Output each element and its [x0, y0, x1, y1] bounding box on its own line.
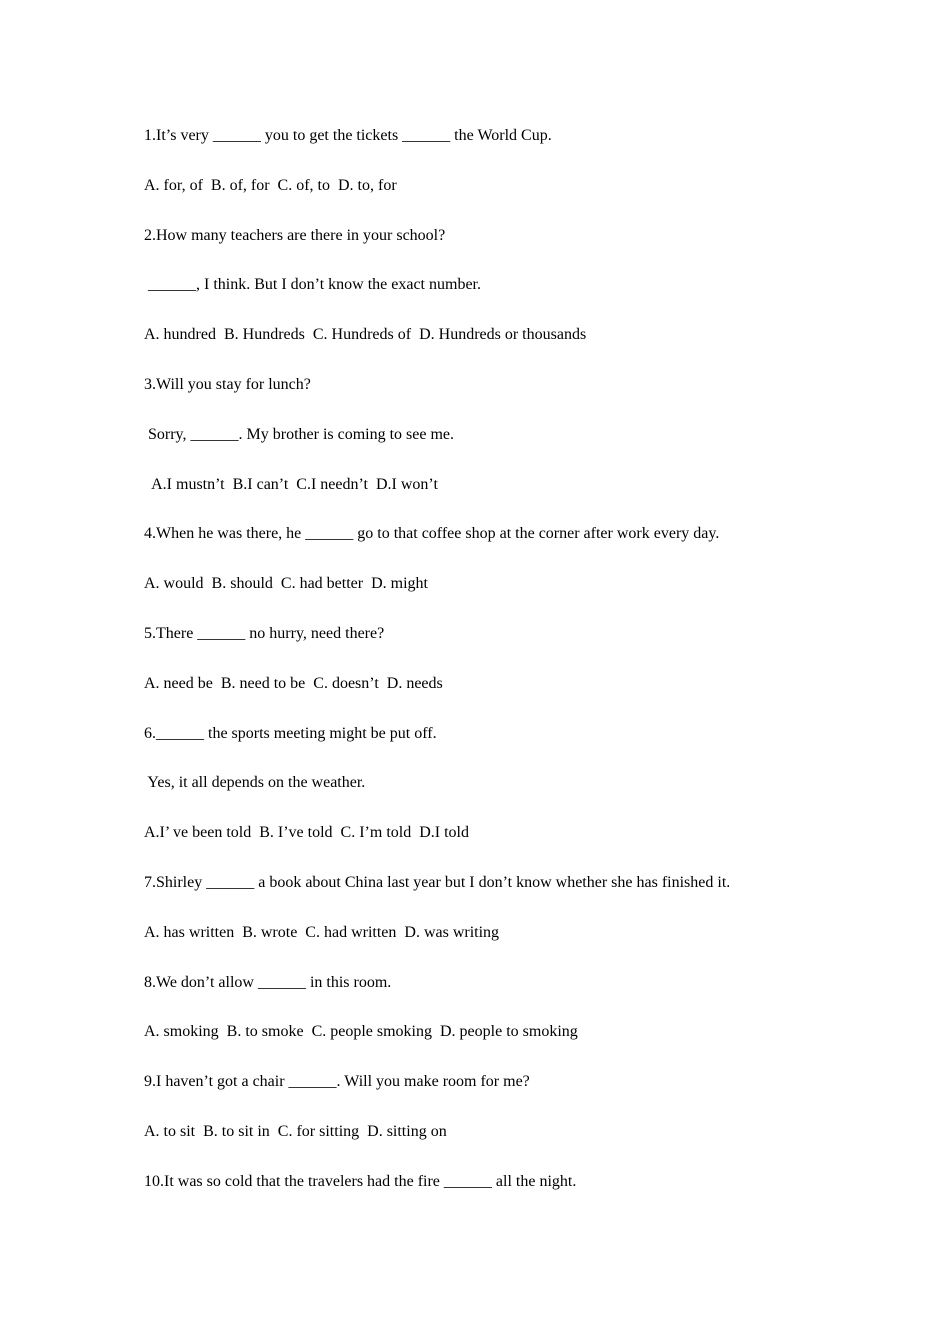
- question-9-options: A. to sit B. to sit in C. for sitting D. sitting on: [144, 1122, 447, 1140]
- question-5-options: A. need be B. need to be C. doesn’t D. needs: [144, 674, 443, 692]
- question-7-stem: 7.Shirley ______ a book about China last year but I don’t know whether she has finished it.: [144, 873, 731, 891]
- question-8-stem: 8.We don’t allow ______ in this room.: [144, 973, 392, 991]
- question-1-options: A. for, of B. of, for C. of, to D. to, for: [144, 176, 397, 194]
- question-10-stem: 10.It was so cold that the travelers had the fire ______ all the night.: [144, 1172, 577, 1190]
- question-9-stem: 9.I haven’t got a chair ______. Will you make room for me?: [144, 1073, 530, 1091]
- question-6-stem: 6.______ the sports meeting might be put off.: [144, 724, 437, 742]
- question-2-response: ______, I think. But I don’t know the exact number.: [144, 276, 481, 294]
- question-2-stem: 2.How many teachers are there in your school?: [144, 226, 446, 244]
- question-4-options: A. would B. should C. had better D. might: [144, 575, 428, 593]
- question-7-options: A. has written B. wrote C. had written D. was writing: [144, 923, 500, 941]
- question-3-options: A.I mustn’t B.I can’t C.I needn’t D.I won’t: [144, 475, 438, 493]
- question-5-stem: 5.There ______ no hurry, need there?: [144, 624, 385, 642]
- question-6-response: Yes, it all depends on the weather.: [144, 774, 366, 792]
- question-6-options: A.I’ ve been told B. I’ve told C. I’m told D.I told: [144, 824, 469, 842]
- question-8-options: A. smoking B. to smoke C. people smoking D. people to smoking: [144, 1023, 578, 1041]
- question-3-stem: 3.Will you stay for lunch?: [144, 375, 311, 393]
- question-3-response: Sorry, ______. My brother is coming to see me.: [144, 425, 455, 443]
- question-4-stem: 4.When he was there, he ______ go to that coffee shop at the corner after work every day.: [144, 525, 720, 543]
- question-2-options: A. hundred B. Hundreds C. Hundreds of D. Hundreds or thousands: [144, 326, 587, 344]
- question-1-stem: 1.It’s very ______ you to get the tickets ______ the World Cup.: [144, 127, 552, 144]
- question-list: [144, 124, 904, 1220]
